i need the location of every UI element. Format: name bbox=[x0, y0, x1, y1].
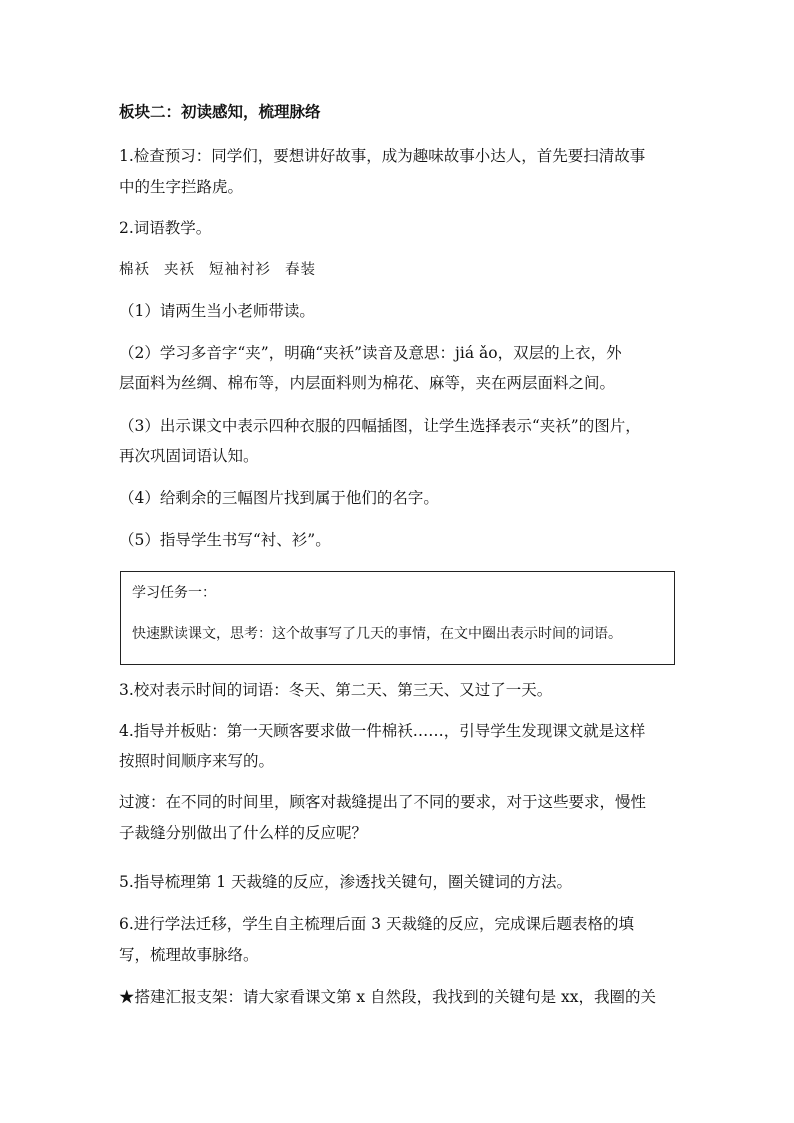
step-4: （4）给剩余的三幅图片找到属于他们的名字。 bbox=[119, 489, 439, 507]
learning-task-box bbox=[120, 571, 675, 665]
step-5: （5）指导学生书写“衬、衫”。 bbox=[119, 531, 331, 549]
paragraph-6-line-1: 6.进行学法迁移，学生自主梳理后面 3 天裁缝的反应，完成课后题表格的填 bbox=[119, 915, 635, 933]
step-2-line-1: （2）学习多音字“夹”，明确“夹袄”读音及意思：jiá ǎo，双层的上衣，外 bbox=[119, 344, 622, 362]
paragraph-4-line-1: 4.指导并板贴：第一天顾客要求做一件棉袄……，引导学生发现课文就是这样 bbox=[119, 722, 646, 740]
task-title: 学习任务一： bbox=[132, 585, 216, 601]
word-1: 棉袄 bbox=[119, 262, 150, 278]
word-2: 夹袄 bbox=[164, 262, 195, 278]
paragraph-1-line-1: 1.检查预习：同学们，要想讲好故事，成为趣味故事小达人，首先要扫清故事 bbox=[119, 147, 646, 165]
section-heading: 板块二：初读感知，梳理脉络 bbox=[119, 102, 321, 121]
transition-line-2: 子裁缝分别做出了什么样的反应呢？ bbox=[119, 824, 368, 842]
word-3: 短袖衬衫 bbox=[209, 262, 271, 278]
report-frame: ★搭建汇报支架：请大家看课文第 x 自然段，我找到的关键句是 xx，我圈的关 bbox=[119, 988, 657, 1006]
step-2-line-2: 层面料为丝绸、棉布等，内层面料则为棉花、麻等，夹在两层面料之间。 bbox=[119, 374, 616, 392]
paragraph-1-line-2: 中的生字拦路虎。 bbox=[119, 178, 244, 196]
paragraph-6-line-2: 写，梳理故事脉络。 bbox=[119, 946, 259, 964]
task-content: 快速默读课文，思考：这个故事写了几天的事情，在文中圈出表示时间的词语。 bbox=[132, 626, 622, 642]
paragraph-4-line-2: 按照时间顺序来写的。 bbox=[119, 752, 275, 770]
word-4: 春装 bbox=[285, 262, 316, 278]
step-1: （1）请两生当小老师带读。 bbox=[119, 302, 315, 320]
transition-line-1: 过渡：在不同的时间里，顾客对裁缝提出了不同的要求，对于这些要求，慢性 bbox=[119, 793, 647, 811]
step-3-line-1: （3）出示课文中表示四种衣服的四幅插图，让学生选择表示“夹袄”的图片， bbox=[119, 417, 641, 435]
paragraph-3: 3.校对表示时间的词语：冬天、第二天、第三天、又过了一天。 bbox=[119, 681, 553, 699]
paragraph-5: 5.指导梳理第 1 天裁缝的反应，渗透找关键句，圈关键词的方法。 bbox=[119, 873, 573, 891]
step-3-line-2: 再次巩固词语认知。 bbox=[119, 447, 259, 465]
vocabulary-words bbox=[119, 260, 694, 280]
paragraph-2: 2.词语教学。 bbox=[119, 219, 212, 237]
